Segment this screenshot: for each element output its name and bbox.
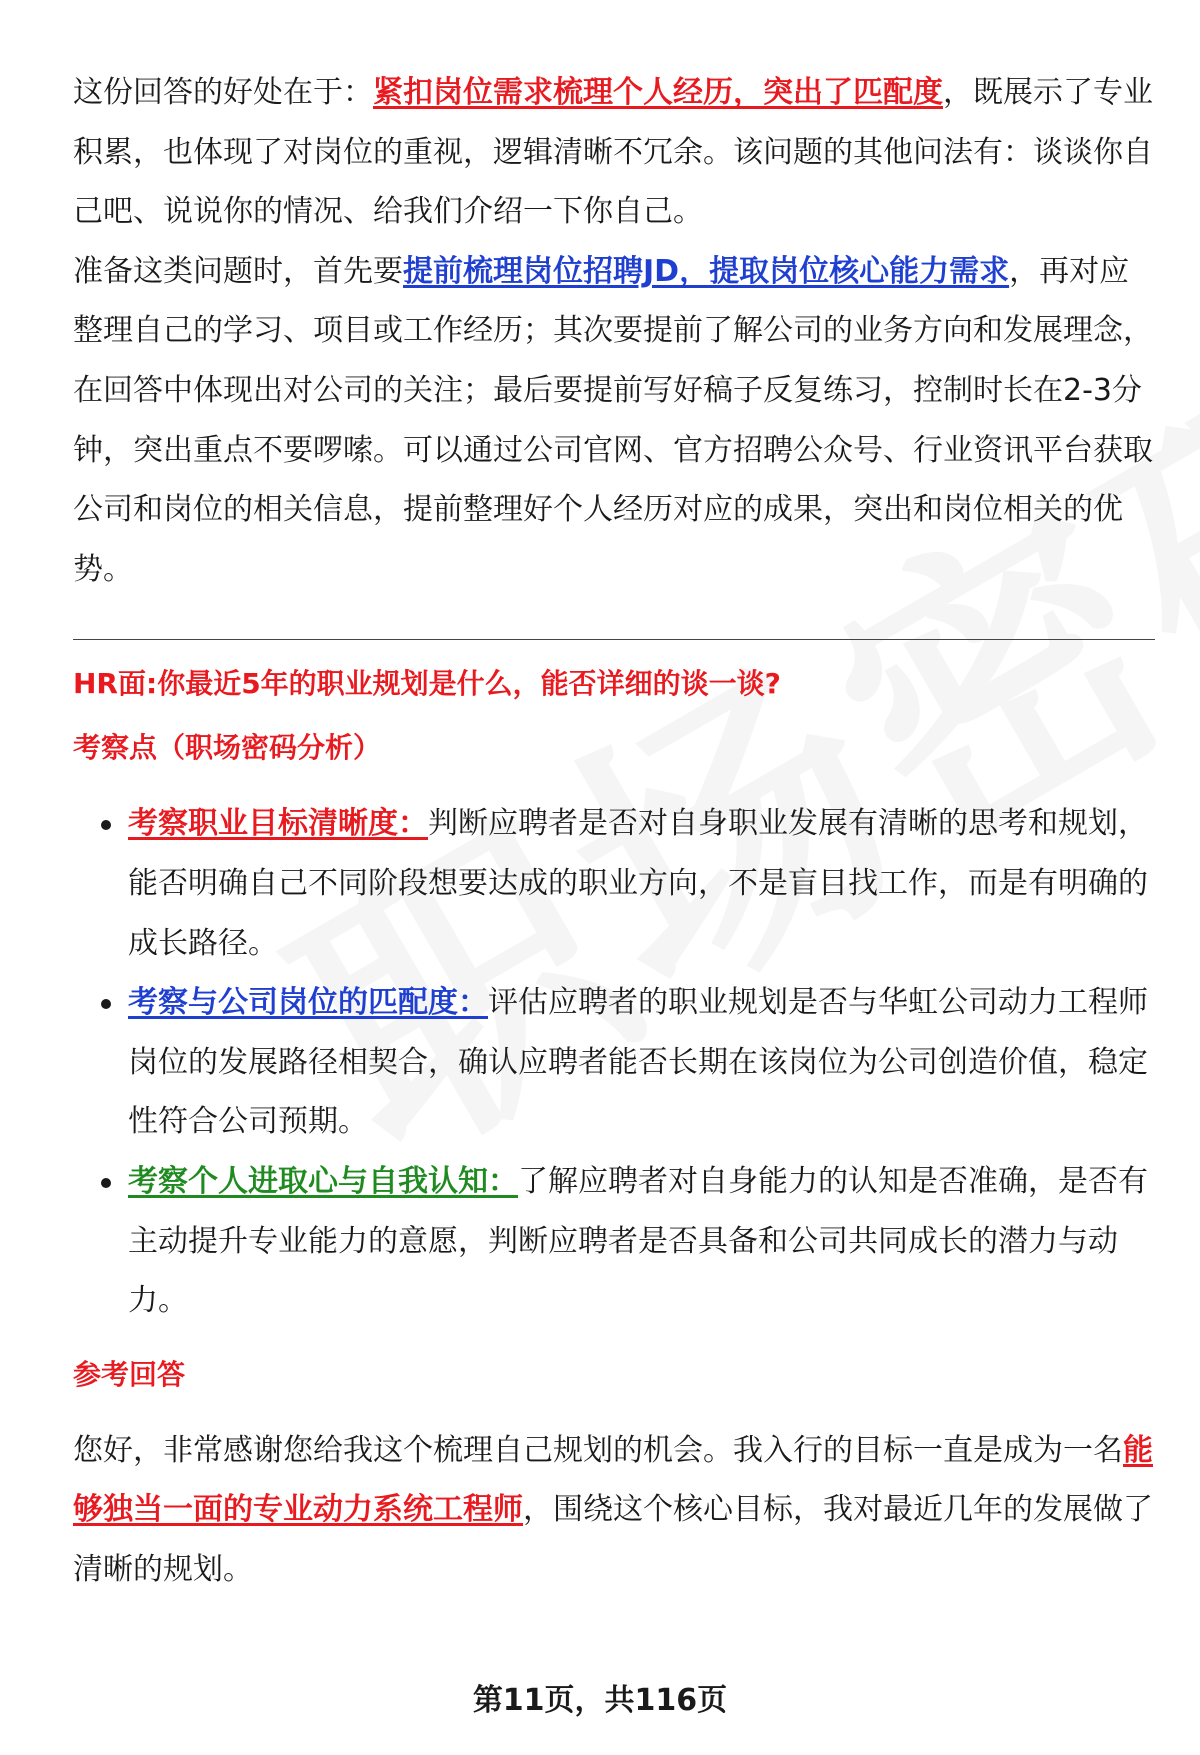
intro-text: 这份回答的好处在于： xyxy=(73,75,373,110)
answer-paragraph xyxy=(73,1421,1155,1600)
highlight-red: 能够独当一面的专业动力系统工程师 xyxy=(73,1432,1153,1528)
highlight-blue: 提前梳理岗位招聘JD，提取岗位核心能力需求 xyxy=(403,253,1010,289)
analysis-heading: 考察点（职场密码分析） xyxy=(73,731,382,765)
list-item xyxy=(73,1152,1155,1331)
question-heading: HR面:你最近5年的职业规划是什么，能否详细的谈一谈? xyxy=(73,667,781,701)
page-number: 第11页，共116页 xyxy=(472,1683,728,1718)
bullet-icon xyxy=(101,999,111,1009)
point-text: 评估应聘者的职业规划是否与华虹公司动力工程师岗位的发展路径相契合，确认应聘者能否长期在该岗位为公司创造价值，稳定性符合公司预期。 xyxy=(128,985,1148,1140)
intro-paragraph-2 xyxy=(73,242,1155,600)
intro-text: ，再对应整理自己的学习、项目或工作经历；其次要提前了解公司的业务方向和发展理念，在回答中体现出对公司的关注；最后要提前写好稿子反复练习，控制时长在2-3分钟，突出重点不要啰嗦。可以通过公司官网、官方招聘公众号、行业资讯平台获取公司和岗位的相关信息，提前整理好个人经历对应的成果，突出和岗位相关的优势。 xyxy=(73,253,1153,587)
point-title: 考察个人进取心与自我认知： xyxy=(128,1163,518,1199)
page-content xyxy=(73,63,1155,1599)
highlight-red: 紧扣岗位需求梳理个人经历，突出了匹配度 xyxy=(373,75,943,110)
intro-text: ，既展示了专业积累，也体现了对岗位的重视，逻辑清晰不冗余。该问题的其他问法有：谈谈你自己吧、说说你的情况、给我们介绍一下你自己。 xyxy=(73,75,1153,230)
list-item xyxy=(73,973,1155,1152)
point-title: 考察与公司岗位的匹配度： xyxy=(128,985,488,1021)
answer-heading: 参考回答 xyxy=(73,1357,186,1391)
point-title: 考察职业目标清晰度： xyxy=(128,806,428,842)
answer-text: ，围绕这个核心目标，我对最近几年的发展做了清晰的规划。 xyxy=(73,1492,1153,1587)
intro-text: 准备这类问题时，首先要 xyxy=(73,253,403,289)
analysis-points xyxy=(73,794,1155,1330)
list-item xyxy=(73,794,1155,973)
point-text: 了解应聘者对自身能力的认知是否准确，是否有主动提升专业能力的意愿，判断应聘者是否具备和公司共同成长的潜力与动力。 xyxy=(128,1163,1148,1319)
bullet-icon xyxy=(101,820,111,830)
bullet-icon xyxy=(101,1178,111,1188)
intro-paragraph-1 xyxy=(73,63,1155,242)
point-text: 判断应聘者是否对自身职业发展有清晰的思考和规划，能否明确自己不同阶段想要达成的职业方向，不是盲目找工作，而是有明确的成长路径。 xyxy=(128,806,1148,961)
answer-text: 您好，非常感谢您给我这个梳理自己规划的机会。我入行的目标一直是成为一名 xyxy=(73,1432,1123,1468)
